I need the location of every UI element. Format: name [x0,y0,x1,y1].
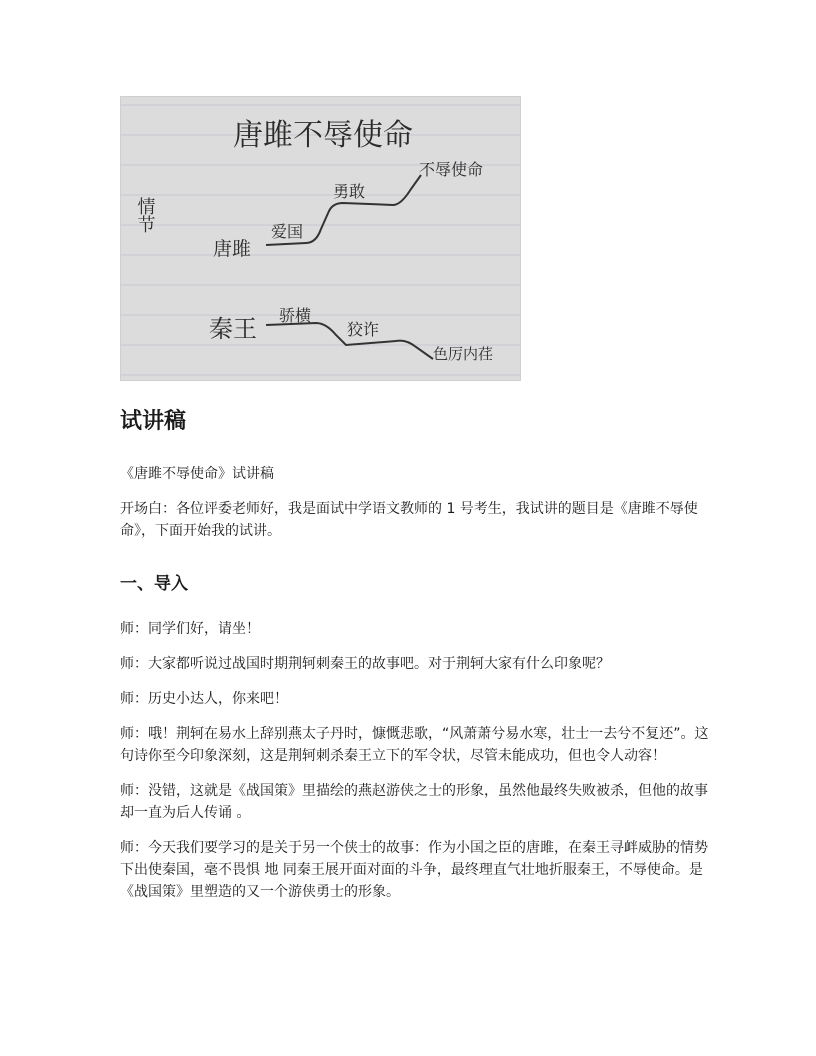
photo-title: 唐雎不辱使命 [233,118,413,153]
section-heading-intro: 一、导入 [120,574,188,594]
upper-point-1: 爱国 [271,222,304,241]
upper-start-label: 唐雎 [213,238,252,260]
lower-start-label: 秦王 [209,315,257,343]
notebook-photo [120,96,521,381]
plot-diagram-sketch [121,97,521,381]
paragraph-6: 师：今天我们要学习的是关于另一个侠士的故事：作为小国之臣的唐雎，在秦王寻衅威胁的情势下出使秦国，毫不畏惧 地 同秦王展开面对面的斗争，最终理直气壮地折服秦王，不辱使命。是《战国策》里塑造的又一个游侠勇士的形象。 [120,840,708,900]
paragraph-1: 师：同学们好，请坐！ [120,621,260,637]
document-subtitle: 《唐雎不辱使命》试讲稿 [120,466,274,482]
lower-point-3: 色厉内荏 [433,345,494,363]
paragraph-5: 师：没错，这就是《战国策》里描绘的燕赵游侠之士的形象，虽然他最终失败被杀，但他的故事却一直为后人传诵 。 [120,783,708,821]
paragraph-2: 师：大家都听说过战国时期荆轲刺秦王的故事吧。对于荆轲大家有什么印象呢？ [120,656,610,672]
document-heading: 试讲稿 [120,409,187,434]
paragraph-4: 师：哦！荆轲在易水上辞别燕太子丹时，慷慨悲歌，“风萧萧兮易水寒，壮士一去兮不复还”。这句诗你至今印象深刻，这是荆轲刺杀秦王立下的军令状，尽管未能成功，但也令人动容！ [120,726,709,764]
opening-paragraph: 开场白：各位评委老师好，我是面试中学语文教师的 1 号考生，我试讲的题目是《唐雎不辱使命》，下面开始我的试讲。 [120,501,698,539]
photo-side-label: 情节 [134,197,156,233]
upper-point-3: 不辱使命 [419,160,484,179]
paragraph-3: 师：历史小达人，你来吧！ [120,691,288,707]
upper-point-2: 勇敢 [333,182,366,201]
lower-point-2: 狡诈 [347,320,380,339]
document-page [120,96,720,903]
lower-point-1: 骄横 [279,306,312,325]
